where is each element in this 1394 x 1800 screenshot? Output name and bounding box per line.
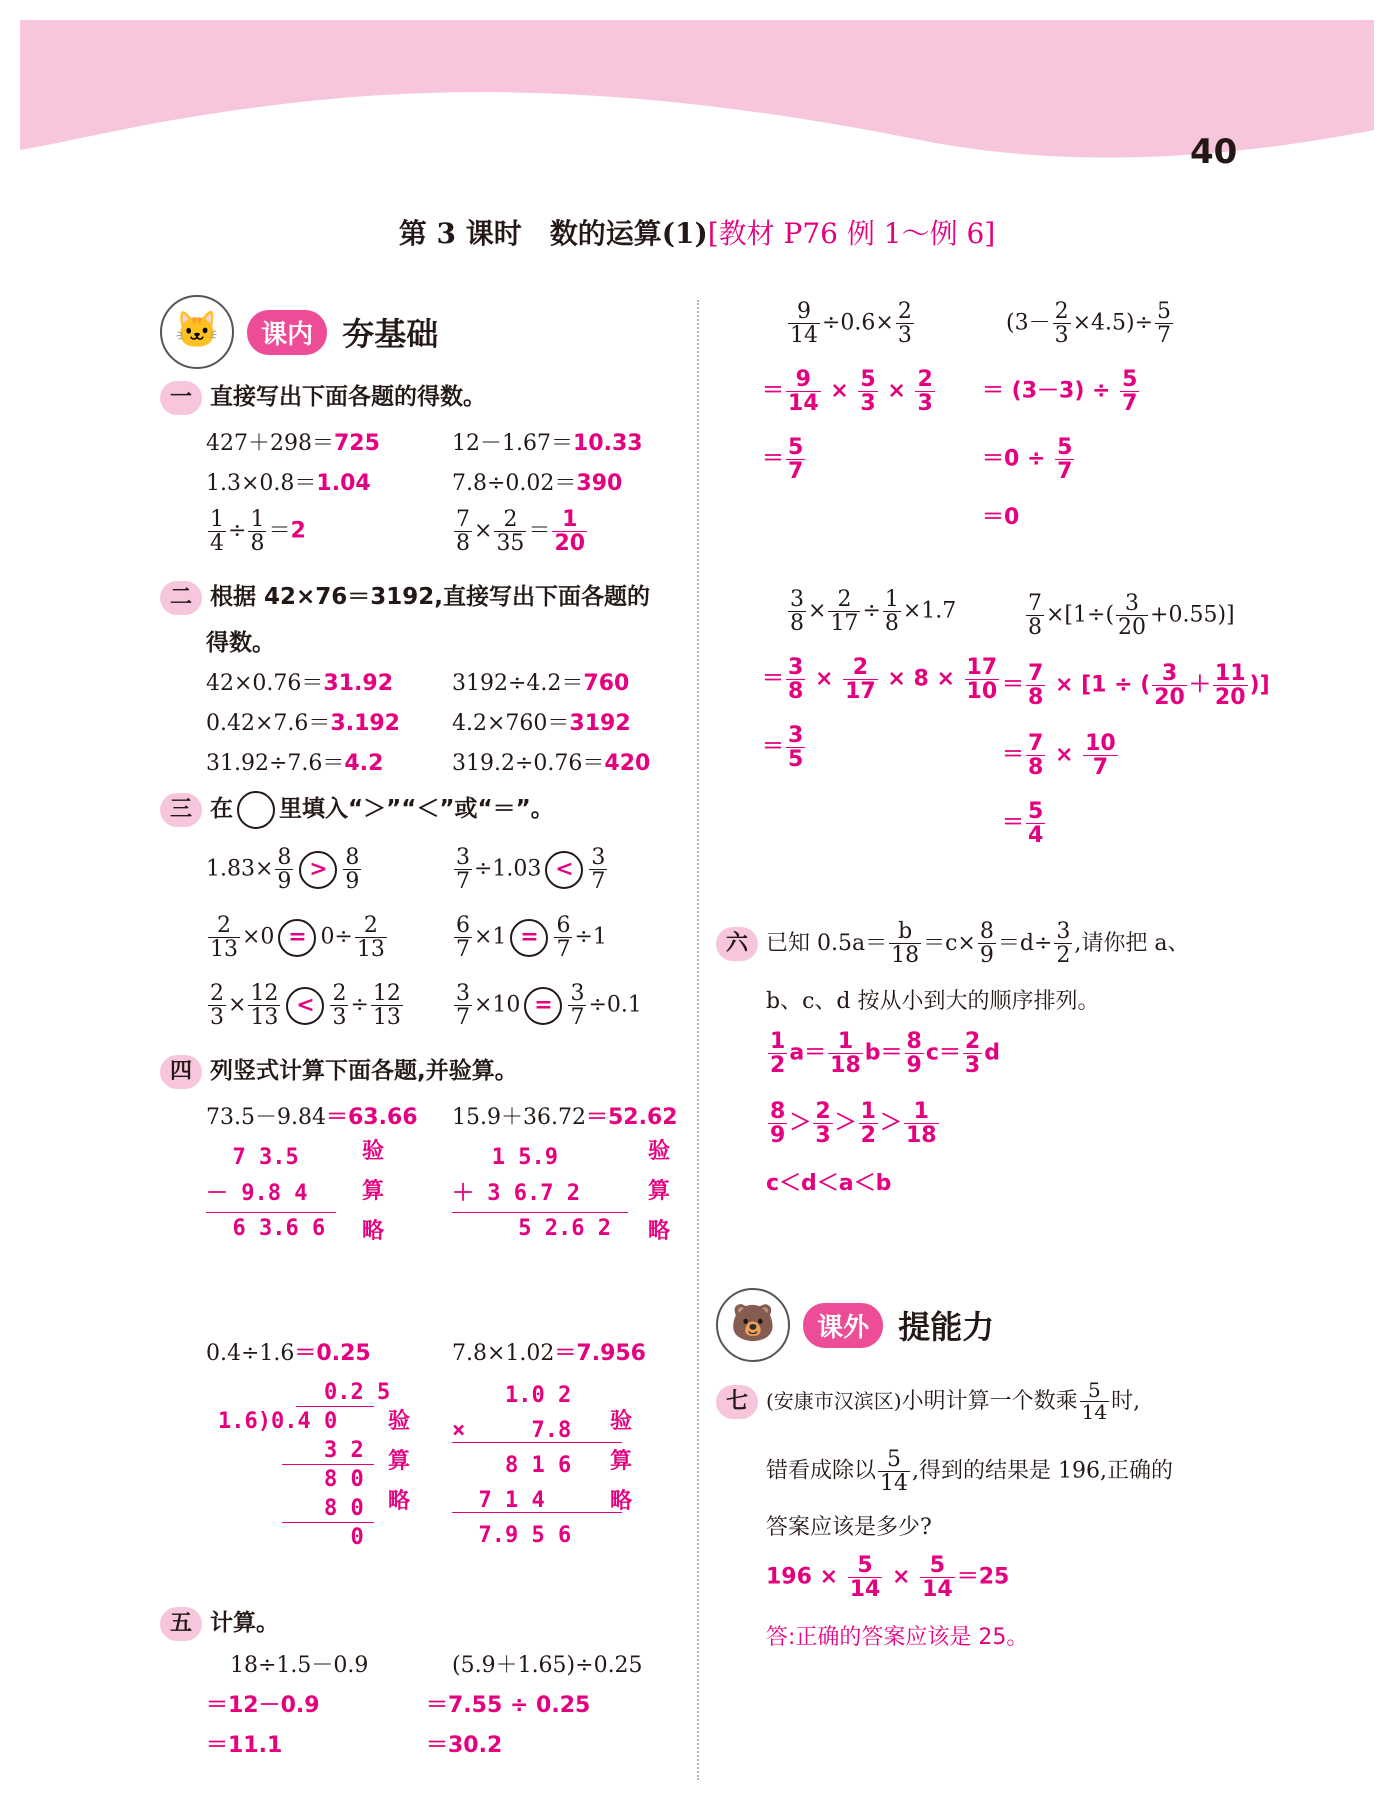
q1-item: 1.3×0.8＝1.04: [206, 471, 371, 496]
q4-problem: 7.8×1.02＝7.956: [452, 1341, 646, 1366]
q5-expression: $\frac{9}{14}$ ÷0.6× $\frac{2}{3}$: [790, 299, 912, 349]
check-note: 验 算 略: [388, 1409, 411, 1514]
q5-step: ＝11.1: [206, 1733, 283, 1758]
q5-step: ＝ $\frac{7}{8}$ × $\frac{10}{7}$: [1002, 731, 1116, 781]
multiplication-calc: 1.0 2 × 7.8 8 1 6 7 1 4 7.9 5 6: [452, 1383, 572, 1548]
question-1-title: 一 直接写出下面各题的得数。: [160, 378, 486, 415]
q5-step: ＝0: [982, 505, 1020, 530]
q5-expression: (3－ $\frac{2}{3}$ ×4.5)÷ $\frac{5}{7}$: [1006, 299, 1172, 349]
q5-expression: $\frac{7}{8}$ ×[1÷( $\frac{3}{20}$ +0.55)]: [1028, 591, 1235, 641]
vertical-calc-2: 1 5.9 ＋ 3 6.7 2: [452, 1145, 580, 1206]
vertical-calc-1-result: 6 3.6 6: [206, 1216, 326, 1241]
q5-step: ＝ $\frac{7}{8}$ × [1 ÷ ( $\frac{3}{20}$ ＋ $\frac{11}{20}$ )]: [1002, 661, 1270, 711]
calc-rule: [206, 1212, 336, 1213]
long-division: 0.2 5 1.6)0.4 0 3 2 8 0 8 0 0: [218, 1380, 391, 1550]
question-2-title: 二 根据 42×76＝3192,直接写出下面各题的: [160, 578, 650, 615]
page-title: 第 3 课时 数的运算(1)[教材 P76 例 1～例 6]: [398, 217, 996, 250]
question-5-title: 五 计算。: [160, 1604, 279, 1641]
q5-expression: 18÷1.5－0.9: [230, 1653, 369, 1678]
question-6-text: b、c、d 按从小到大的顺序排列。: [766, 989, 1100, 1014]
q4-problem: 0.4÷1.6＝0.25: [206, 1341, 371, 1366]
q5-step: ＝ $\frac{5}{7}$: [762, 435, 804, 485]
q7-answer: 答:正确的答案应该是 25。: [766, 1625, 1029, 1650]
section-header-in: 🐱 课内 夯基础: [160, 295, 438, 369]
column-divider: [697, 300, 699, 1780]
question-7-text: 答案应该是多少?: [766, 1515, 932, 1540]
q4-problem: 15.9＋36.72＝52.62: [452, 1105, 678, 1130]
q5-step: ＝12－0.9: [206, 1693, 320, 1718]
q5-step: ＝30.2: [426, 1733, 503, 1758]
header-banner: [20, 20, 1374, 180]
q1-item: $\frac{7}{8}$ × $\frac{2}{35}$ ＝ $\frac{1}{20}$: [456, 507, 586, 557]
q5-expression: $\frac{3}{8}$ × $\frac{2}{17}$ ÷ $\frac{1}{8}$ ×1.7: [790, 587, 957, 637]
q1-item: 7.8÷0.02＝390: [452, 471, 623, 496]
q3-item: $\frac{6}{7}$ ×1 = $\frac{6}{7}$ ÷1: [456, 913, 607, 963]
calc-rule: [296, 1406, 374, 1407]
check-note: 验 算 略: [362, 1139, 385, 1244]
calc-rule: [452, 1212, 628, 1213]
vertical-calc-1: 7 3.5 － 9.8 4: [206, 1145, 308, 1206]
cat-mascot-icon: 🐱: [160, 295, 234, 369]
q3-item: $\frac{3}{7}$ ×10 = $\frac{3}{7}$ ÷0.1: [456, 981, 642, 1031]
q5-step: ＝0 ÷ $\frac{5}{7}$: [982, 435, 1073, 485]
q5-expression: (5.9＋1.65)÷0.25: [452, 1653, 643, 1678]
q6-answer: $\frac{8}{9}$ ＞ $\frac{2}{3}$ ＞ $\frac{1}{2}$ ＞ $\frac{1}{18}$: [770, 1099, 937, 1149]
calc-rule: [452, 1442, 622, 1443]
calc-rule: [282, 1464, 374, 1465]
q5-step: ＝ $\frac{9}{14}$ × $\frac{5}{3}$ × $\frac{2}{3}$: [762, 367, 933, 417]
q7-solution: 196 × $\frac{5}{14}$ × $\frac{5}{14}$ ＝25: [766, 1553, 1010, 1603]
question-6-title: 六 已知 0.5a＝ $\frac{b}{18}$ ＝c× $\frac{8}{9}$ ＝d÷ $\frac{3}{2}$ ,请你把 a、: [716, 920, 1190, 967]
q4-problem: 73.5－9.84＝63.66: [206, 1105, 418, 1130]
q5-step: ＝ $\frac{3}{8}$ × $\frac{2}{17}$ × 8 × $\frac{17}{10}$: [762, 655, 998, 705]
section-header-out: 🐻 课外 提能力: [716, 1288, 994, 1362]
q5-step: ＝7.55 ÷ 0.25: [426, 1693, 591, 1718]
page-number: 40: [1190, 132, 1238, 172]
q2-item: 3192÷4.2＝760: [452, 671, 630, 696]
q3-item: 1.83× $\frac{8}{9}$ > $\frac{8}{9}$: [206, 845, 360, 895]
question-4-title: 四 列竖式计算下面各题,并验算。: [160, 1052, 518, 1089]
q5-step: ＝ $\frac{5}{4}$: [1002, 799, 1044, 849]
q1-item: $\frac{1}{4}$ ÷ $\frac{1}{8}$ ＝2: [210, 507, 306, 557]
q6-answer: $\frac{1}{2}$ a＝ $\frac{1}{18}$ b＝ $\frac{8}{9}$ c＝ $\frac{2}{3}$ d: [770, 1029, 1000, 1079]
q2-item: 0.42×7.6＝3.192: [206, 711, 400, 736]
question-3-title: 三 在 里填入“＞”“＜”或“＝”。: [160, 790, 554, 829]
q1-item: 427＋298＝725: [206, 431, 380, 456]
vertical-calc-2-result: 5 2.6 2: [452, 1216, 611, 1241]
q2-item: 4.2×760＝3192: [452, 711, 631, 736]
question-7-text: 错看成除以 $\frac{5}{14}$ ,得到的结果是 196,正确的: [766, 1447, 1173, 1497]
textbook-reference: [教材 P76 例 1～例 6]: [707, 217, 996, 250]
q1-item: 12－1.67＝10.33: [452, 431, 643, 456]
q3-item: $\frac{2}{3}$ × $\frac{12}{13}$ < $\frac{2}{3}$ ÷ $\frac{12}{13}$: [210, 981, 401, 1031]
check-note: 验 算 略: [610, 1409, 633, 1514]
q2-item: 42×0.76＝31.92: [206, 671, 394, 696]
question-7-title: 七 (安康市汉滨区)小明计算一个数乘 $\frac{5}{14}$ 时,: [716, 1380, 1140, 1423]
calc-rule: [452, 1512, 622, 1513]
q6-answer: c＜d＜a＜b: [766, 1171, 892, 1196]
q2-item: 31.92÷7.6＝4.2: [206, 751, 384, 776]
q5-step: ＝ (3－3) ÷ $\frac{5}{7}$: [982, 367, 1138, 417]
q3-item: $\frac{2}{13}$ ×0 = 0÷ $\frac{2}{13}$: [210, 913, 385, 963]
bear-mascot-icon: 🐻: [716, 1288, 790, 1362]
q3-item: $\frac{3}{7}$ ÷1.03 < $\frac{3}{7}$: [456, 845, 606, 895]
question-2-title-cont: 得数。: [206, 630, 275, 656]
q2-item: 319.2÷0.76＝420: [452, 751, 651, 776]
q5-step: ＝ $\frac{3}{5}$: [762, 723, 804, 773]
check-note: 验 算 略: [648, 1139, 671, 1244]
calc-rule: [282, 1522, 374, 1523]
